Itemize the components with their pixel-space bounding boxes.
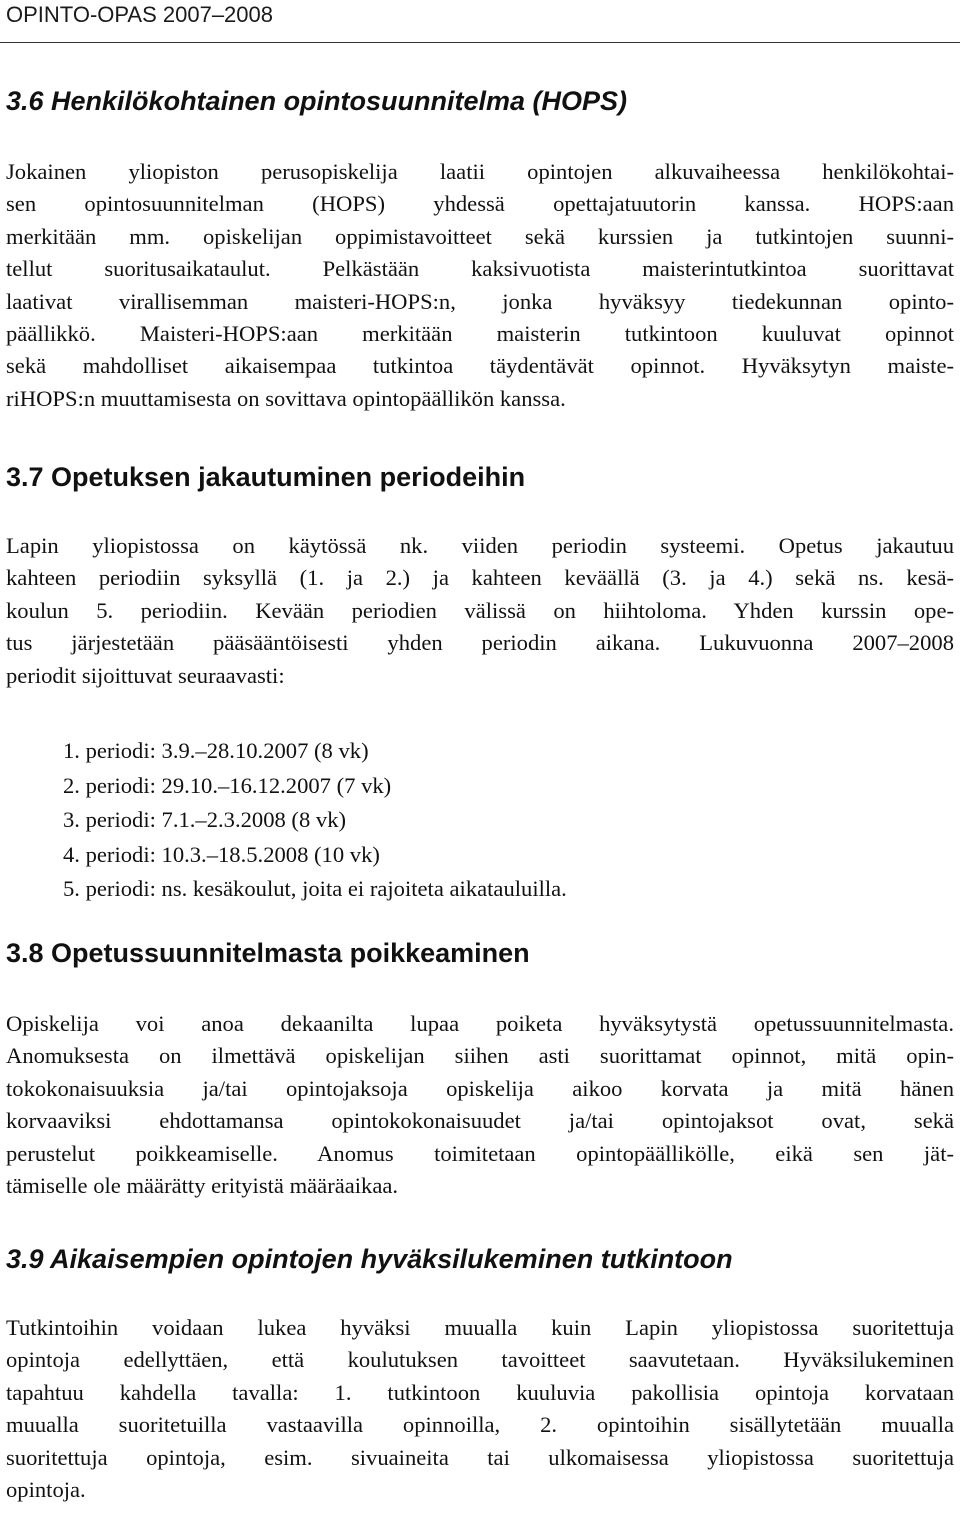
period-item: 4. periodi: 10.3.–18.5.2008 (10 vk) — [63, 841, 380, 867]
paragraph-line: korvaaviksi ehdottamansa opintokokonaisuudet ja/tai opintojaksot ovat, sekä — [6, 1108, 954, 1134]
paragraph-line: kahteen periodiin syksyllä (1. ja 2.) ja kahteen keväällä (3. ja 4.) sekä ns. kesä- — [6, 565, 954, 591]
paragraph-line: opintoja. — [6, 1477, 86, 1503]
section-paragraph-3-6 — [6, 156, 954, 415]
period-item: 3. periodi: 7.1.–2.3.2008 (8 vk) — [63, 807, 347, 832]
period-item: 2. periodi: 29.10.–16.12.2007 (7 vk) — [63, 772, 392, 798]
section-heading-3-9: 3.9 Aikaisempien opintojen hyväksilukeminen tutkintoon — [6, 1244, 733, 1274]
section-paragraph-3-7 — [6, 530, 954, 692]
paragraph-line: Anomuksesta on ilmettävä opiskelijan siihen asti suorittamat opinnot, mitä opin- — [6, 1043, 954, 1069]
paragraph-line: sen opintosuunnitelman (HOPS) yhdessä opettajatuutorin kanssa. HOPS:aan — [6, 191, 954, 217]
paragraph-line: tämiselle ole määrätty erityistä määräaikaa. — [6, 1173, 399, 1199]
paragraph-line: tellut suoritusaikataulut. Pelkästään kaksivuotista maisterintutkintoa suorittavat — [6, 256, 954, 282]
paragraph-line: riHOPS:n muuttamisesta on sovittava opintopäällikön kanssa. — [6, 385, 566, 411]
section-heading-3-8: 3.8 Opetussuunnitelmasta poikkeaminen — [6, 938, 530, 968]
paragraph-line: sekä mahdolliset aikaisempaa tutkintoa täydentävät opinnot. Hyväksytyn maiste- — [6, 353, 954, 379]
period-item: 1. periodi: 3.9.–28.10.2007 (8 vk) — [63, 738, 369, 763]
running-header: OPINTO-OPAS 2007–2008 — [6, 2, 273, 27]
paragraph-line: Jokainen yliopiston perusopiskelija laatii opintojen alkuvaiheessa henkilökohtai- — [6, 159, 954, 184]
header-divider — [0, 42, 960, 43]
paragraph-line: merkitään mm. opiskelijan oppimistavoitteet sekä kurssien ja tutkintojen suunni- — [6, 223, 954, 249]
paragraph-line: tapahtuu kahdella tavalla: 1. tutkintoon kuuluvia pakollisia opintoja korvataan — [6, 1379, 954, 1405]
paragraph-line: Tutkintoihin voidaan lukea hyväksi muualla kuin Lapin yliopistossa suoritettuja — [6, 1315, 954, 1340]
paragraph-line: koulun 5. periodiin. Kevään periodien välissä on hiihtoloma. Yhden kurssin ope- — [6, 597, 954, 623]
period-item: 5. periodi: ns. kesäkoulut, joita ei rajoiteta aikatauluilla. — [63, 876, 567, 901]
paragraph-line: päällikkö. Maisteri-HOPS:aan merkitään maisterin tutkintoon kuuluvat opinnot — [6, 321, 954, 347]
paragraph-line: periodit sijoittuvat seuraavasti: — [6, 662, 285, 688]
paragraph-line: suoritettuja opintoja, esim. sivuaineita tai ulkomaisessa yliopistossa suoritettuja — [6, 1444, 954, 1470]
section-paragraph-3-9 — [6, 1312, 954, 1506]
paragraph-line: muualla suoritetuilla vastaavilla opinnoilla, 2. opintoihin sisällytetään muualla — [6, 1412, 954, 1438]
section-heading-3-6: 3.6 Henkilökohtainen opintosuunnitelma (HOPS) — [6, 86, 628, 116]
paragraph-line: laativat virallisemman maisteri-HOPS:n, jonka hyväksyy tiedekunnan opinto- — [6, 288, 954, 314]
section-heading-3-7: 3.7 Opetuksen jakautuminen periodeihin — [6, 462, 526, 492]
paragraph-line: tus järjestetään pääsääntöisesti yhden periodin aikana. Lukuvuonna 2007–2008 — [6, 630, 954, 656]
paragraph-line: opintoja edellyttäen, että koulutuksen tavoitteet saavutetaan. Hyväksilukeminen — [6, 1347, 954, 1373]
paragraph-line: tokokonaisuuksia ja/tai opintojaksoja opiskelija aikoo korvata ja mitä hänen — [6, 1075, 954, 1101]
section-paragraph-3-8 — [6, 1008, 954, 1202]
paragraph-line: perustelut poikkeamiselle. Anomus toimitetaan opintopäällikölle, eikä sen jät- — [6, 1140, 954, 1166]
period-list — [63, 734, 567, 907]
paragraph-line: Lapin yliopistossa on käytössä nk. viiden periodin systeemi. Opetus jakautuu — [6, 533, 954, 558]
paragraph-line: Opiskelija voi anoa dekaanilta lupaa poiketa hyväksytystä opetussuunnitelmasta. — [6, 1011, 954, 1036]
